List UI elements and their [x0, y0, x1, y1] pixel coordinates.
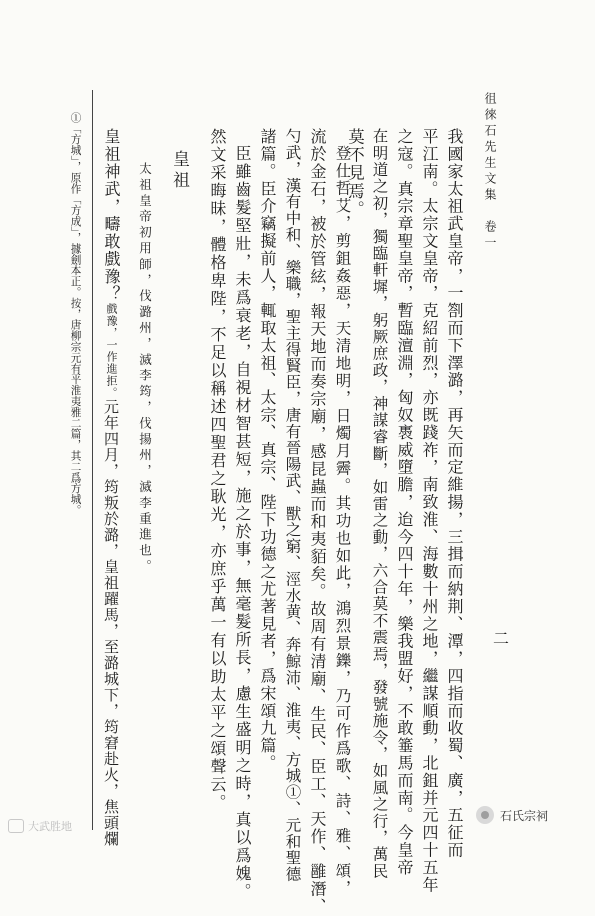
wechat-channel-icon: [476, 806, 494, 824]
text-column-4: 在明道之初，獨臨軒墀，躬厥庶政，神謀睿斷，如雷之動，六合莫不震焉，發號施令，如風之行，萬民: [370, 128, 389, 880]
book-title: 徂徠石先生文集 卷一: [483, 92, 497, 252]
inline-note: 戲豫，一作進拒。: [105, 303, 118, 399]
text-column-9: 諸篇。臣介竊擬前人，輒取太祖、太宗、真宗、陛下功德之尤著見者，爲宋頌九篇。: [258, 128, 277, 772]
section-title: 皇祖: [169, 150, 189, 192]
verse-line-1-text: 皇祖神武，疇敢戲豫？: [102, 128, 121, 303]
text-column-2: 平江南。太宗文皇帝，克紹前烈，亦既踐祚，南致淮、海數十州之地，繼謀順動，北鉏并元四十五年: [420, 128, 439, 894]
text-column-7: 流於金石，被於管絃，報天地而奏宗廟，感昆蟲而和夷貊矣。故周有清廟、生民、臣工、天作、雝潛、: [308, 128, 327, 916]
footnote: ①「方城」，原作「方成」，據劍本正。按，唐柳宗元有平淮夷雅二篇，其二爲方城。: [69, 112, 82, 516]
verse-line-2-text: 元年四月，筠叛於潞，皇祖躍馬，至潞城下，筠窘赴火，焦頭爛: [102, 399, 120, 847]
text-column-6: 登仕哲艾，剪鉏姦惡，天清地明，日燭月霽。其功也如此，鴻烈景鑠，乃可作爲歌、詩、雅、頌，: [333, 145, 352, 898]
text-column-5: 莫不見焉。: [345, 128, 365, 219]
text-column-10: 臣雖齒髮堅壯，未爲衰老，自視材智甚短，施之於事，無毫髮所長，慮生盛明之時，真以爲媿。: [233, 145, 252, 901]
text-column-11: 然文采晦昧，體格卑陛，不足以稱述四聖君之耿光，亦庶乎萬一有以助太平之頌聲云。: [208, 128, 227, 812]
text-column-1: 我國家太祖武皇帝，一劄而下澤潞，再矢而定維揚，三揖而納荆、潭，四指而收蜀、廣，五征而: [445, 128, 464, 859]
watermark-badge-icon: [8, 819, 24, 833]
page-number: 二: [493, 629, 510, 648]
text-column-3: 之寇。真宗章聖皇帝，暫臨澶淵，匈奴褭威墮膽，迨今四十年，樂我盟好，不敢箠馬而南。今皇帝: [395, 128, 414, 877]
text-column-8: 勺武，漢有中和、樂職，聖主得賢臣，唐有晉陽武、獸之窮、涇水黄、奔鯨沛、淮夷、方城①、元和聖德: [283, 128, 302, 883]
watermark-right: [476, 806, 548, 824]
verse-line-1: [103, 128, 119, 847]
watermark-left: [8, 818, 72, 834]
watermark-right-text: 石氏宗祠: [500, 808, 549, 823]
verse-preface: 太祖皇帝初用師，伐潞州，滅李筠，伐揚州，滅李重進也。: [137, 162, 153, 576]
watermark-left-text: 大武胜地: [28, 820, 72, 833]
footnote-rule: [92, 90, 93, 830]
